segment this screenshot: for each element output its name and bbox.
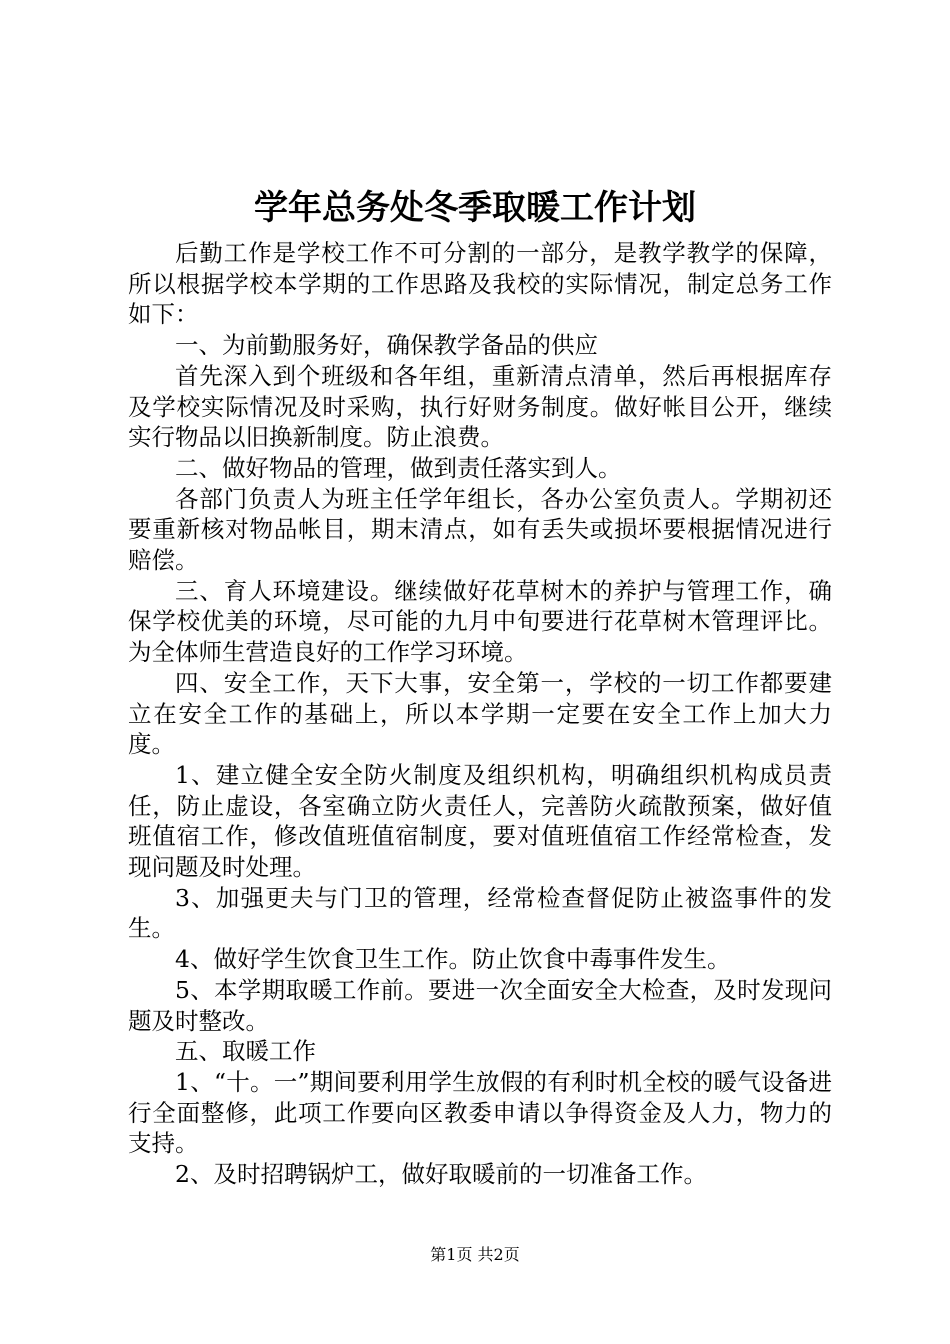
- list-item-heating-1: 1、“十。一”期间要利用学生放假的有利时机全校的暖气设备进行全面整修，此项工作要向区教委申请以争得资金及人力，物力的支持。: [128, 1067, 832, 1158]
- paragraph-section-2: 各部门负责人为班主任学年组长，各办公室负责人。学期初还要重新核对物品帐目，期末清点，如有丢失或损坏要根据情况进行赔偿。: [128, 484, 832, 575]
- heading-section-5: 五、取暖工作: [175, 1037, 316, 1066]
- document-body: [128, 238, 832, 1190]
- list-item-safety-3: 3、加强更夫与门卫的管理，经常检查督促防止被盗事件的发生。: [128, 883, 832, 943]
- page-number-footer: 第1页 共2页: [430, 1245, 520, 1264]
- paragraph-section-4: 四、安全工作，天下大事，安全第一，学校的一切工作都要建立在安全工作的基础上，所以本学期一定要在安全工作上加大力度。: [128, 668, 832, 759]
- heading-section-2: 二、做好物品的管理，做到责任落实到人。: [175, 453, 622, 482]
- list-item-safety-5: 5、本学期取暖工作前。要进一次全面安全大检查，及时发现问题及时整改。: [128, 975, 832, 1035]
- document-title: 学年总务处冬季取暖工作计划: [254, 188, 696, 228]
- paragraph-section-3: 三、育人环境建设。继续做好花草树木的养护与管理工作，确保学校优美的环境，尽可能的九月中旬要进行花草树木管理评比。为全体师生营造良好的工作学习环境。: [128, 576, 832, 667]
- heading-section-1: 一、为前勤服务好，确保教学备品的供应: [175, 331, 598, 360]
- list-item-safety-1: 1、建立健全安全防火制度及组织机构，明确组织机构成员责任，防止虚设，各室确立防火责任人，完善防火疏散预案，做好值班值宿工作，修改值班值宿制度，要对值班值宿工作经常检查，发现问题及时处理。: [128, 760, 832, 882]
- list-item-safety-4: 4、做好学生饮食卫生工作。防止饮食中毒事件发生。: [175, 945, 731, 974]
- list-item-heating-2: 2、及时招聘锅炉工，做好取暖前的一切准备工作。: [175, 1160, 707, 1189]
- paragraph-intro: 后勤工作是学校工作不可分割的一部分，是教学教学的保障，所以根据学校本学期的工作思路及我校的实际情况，制定总务工作如下：: [128, 239, 832, 329]
- paragraph-section-1: 首先深入到个班级和各年组，重新清点清单，然后再根据库存及学校实际情况及时采购，执行好财务制度。做好帐目公开，继续实行物品以旧换新制度。防止浪费。: [128, 361, 832, 452]
